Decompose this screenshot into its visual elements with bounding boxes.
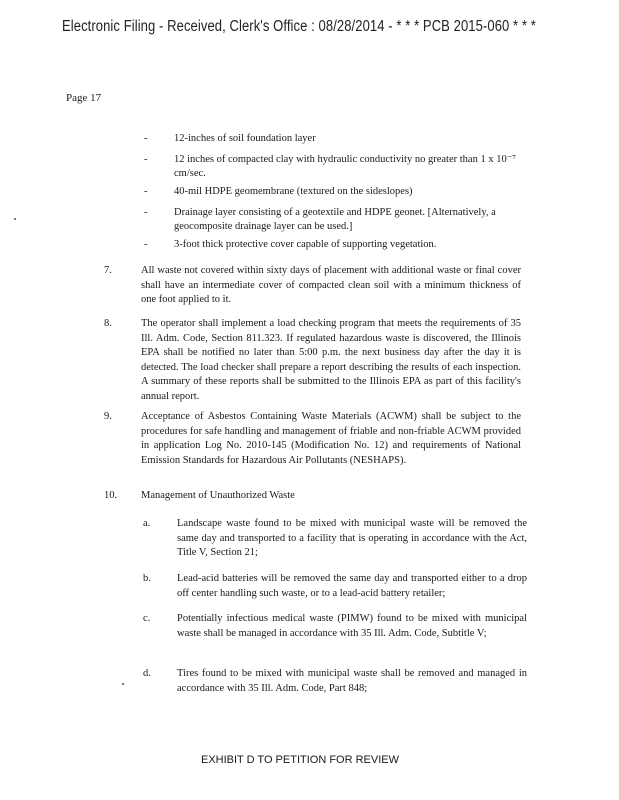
list-bullet: - [144,186,148,197]
condition-text: All waste not covered within sixty days of placement with additional waste or final cover shall have an intermediate cover of compacted clean soil with a minimum thickness of one foot applied to it. [141,265,521,305]
sub-item-text: Landscape waste found to be mixed with municipal waste will be removed the same day and transported to a facility that is operating in accordance with the Act, Title V, Section 21; [177,518,527,558]
list-item: Drainage layer consisting of a geotextile and HDPE geonet. [Alternatively, a geocomposite drainage layer can be used.] [174,207,496,232]
list-bullet: - [144,207,148,218]
sub-item-label: c. [143,613,151,624]
condition-number: 7. [104,265,112,276]
page-number: Page 17 [66,92,102,104]
list-item: 12 inches of compacted clay with hydraulic conductivity no greater than 1 x 10⁻⁷ cm/sec. [174,154,516,179]
sub-item-text: Lead-acid batteries will be removed the same day and transported either to a drop off center handling such waste, or to a lead-acid battery retailer; [177,573,527,599]
condition-number: 9. [104,411,112,422]
filing-stamp-header: Electronic Filing - Received, Clerk's Office : 08/28/2014 - * * * PCB 2015-060 * * * [62,18,536,35]
sub-item-text: Potentially infectious medical waste (PIMW) found to be mixed with municipal waste shall be managed in accordance with 35 Ill. Adm. Code, Subtitle V; [177,613,527,639]
condition-number: 8. [104,318,112,329]
list-item: 3-foot thick protective cover capable of supporting vegetation. [174,239,437,250]
sub-item-text: Tires found to be mixed with municipal waste shall be removed and managed in accordance with 35 Ill. Adm. Code, Part 848; [177,668,527,694]
list-bullet: - [144,154,148,165]
condition-text: The operator shall implement a load checking program that meets the requirements of 35 Ill. Adm. Code, Section 811.323. If regulated hazardous waste is discovered, the Illinois EPA shall be notified no later than 5:00 p.m. the next business day after the day it is detected. The load checker shall prepare a report describing the results of each inspection. A summary of these reports shall be submitted to the Illinois EPA as part of this facility's annual report. [141,318,521,402]
sub-item-label: d. [143,668,151,679]
condition-number: 10. [104,490,118,501]
sub-item-label: b. [143,573,151,584]
list-item: 12-inches of soil foundation layer [174,133,316,144]
scan-speck [122,683,124,685]
condition-heading: Management of Unauthorized Waste [141,490,295,501]
list-bullet: - [144,133,148,144]
list-bullet: - [144,239,148,250]
scan-speck [14,218,16,220]
exhibit-footer: EXHIBIT D TO PETITION FOR REVIEW [200,754,400,766]
condition-text: Acceptance of Asbestos Containing Waste Materials (ACWM) shall be subject to the procedures for safe handling and management of friable and non-friable ACWM provided in application Log No. 2010-145 (Modification No. 12) and requirements of National Emission Standards for Hazardous Air Pollutants (NESHAPS). [141,411,521,466]
sub-item-label: a. [143,518,151,529]
list-item: 40-mil HDPE geomembrane (textured on the sideslopes) [174,186,413,197]
